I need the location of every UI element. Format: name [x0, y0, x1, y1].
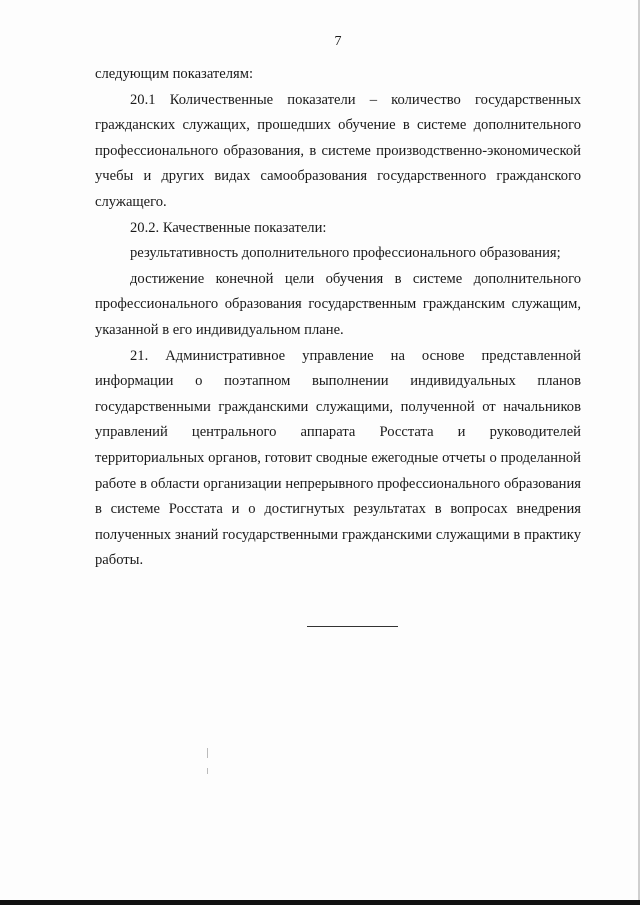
paragraph: 21. Административное управление на основе представленной информации о поэтапном выполнении индивидуальных планов государственными гражданскими служащими, полученной от начальников управлений центрального аппарата Росстата и руководителей территориальных органов, готовит сводные ежегодные отчеты о проделанной работе в области организации непрерывного профессионального образования в системе Росстата и о достигнутых результатах в вопросах внедрения полученных знаний государственными гражданскими служащими в практику работы. [95, 347, 581, 569]
end-separator-line [307, 626, 398, 627]
page-number: 7 [334, 34, 342, 49]
document-body [95, 62, 581, 574]
paragraph: следующим показателям: [95, 66, 254, 82]
paragraph: 20.1 Количественные показатели – количество государственных гражданских служащих, прошедших обучение в системе дополнительного профессионального образования, в системе производственно-экономической учебы и других видах самообразования государственного гражданского служащего. [95, 91, 581, 210]
paragraph: 20.2. Качественные показатели: [130, 219, 327, 236]
paragraph: результативность дополнительного профессионального образования; [130, 245, 561, 262]
scan-artifact [207, 768, 208, 774]
paragraph: достижение конечной цели обучения в системе дополнительного профессионального образования государственным гражданским служащим, указанной в его индивидуальном плане. [95, 270, 581, 338]
page-bottom-edge [0, 900, 640, 905]
scan-artifact [207, 748, 208, 758]
